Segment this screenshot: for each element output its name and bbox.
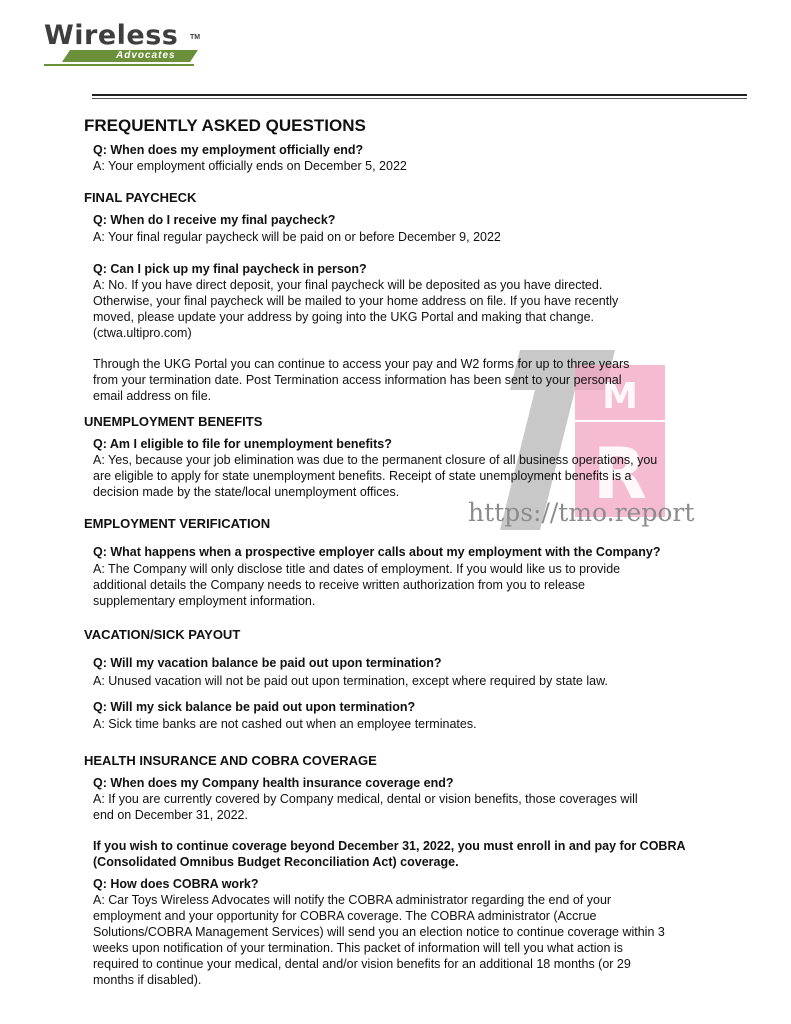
answer-final-paycheck-date: A: Your final regular paycheck will be paid on or before December 9, 2022 — [93, 230, 501, 244]
note-line: from your termination date. Post Termination access information has been sent to your personal — [93, 373, 622, 387]
answer-line: end on December 31, 2022. — [93, 808, 248, 822]
answer-line: months if disabled). — [93, 973, 202, 987]
section-heading-vacation: VACATION/SICK PAYOUT — [84, 627, 241, 642]
answer-unemployment-eligibility — [93, 452, 743, 500]
note-line: email address on file. — [93, 389, 212, 403]
answer-sick-balance: A: Sick time banks are not cashed out when an employee terminates. — [93, 717, 477, 731]
logo-subtitle: Advocates — [116, 50, 176, 61]
answer-line: Solutions/COBRA Management Services) will send you an election notice to continue coverage within 3 — [93, 925, 665, 939]
answer-line: (ctwa.ultipro.com) — [93, 326, 192, 340]
logo-trademark: TM — [190, 34, 201, 41]
page-title: FREQUENTLY ASKED QUESTIONS — [84, 116, 366, 135]
answer-line: employment and your opportunity for COBRA coverage. The COBRA administrator (Accrue — [93, 909, 597, 923]
header-rule — [92, 94, 747, 96]
question-coverage-end: Q: When does my Company health insurance coverage end? — [93, 776, 454, 790]
answer-line: decision made by the state/local unemployment offices. — [93, 485, 400, 499]
answer-line: are eligible to apply for state unemployment benefits. Receipt of state unemployment benefits is a — [93, 469, 632, 483]
answer-line: A: No. If you have direct deposit, your final paycheck will be deposited as you have directed. — [93, 278, 603, 292]
note-line: Through the UKG Portal you can continue to access your pay and W2 forms for up to three years — [93, 357, 630, 371]
answer-vacation-balance: A: Unused vacation will not be paid out upon termination, except where required by state law. — [93, 674, 608, 688]
watermark-letter-m: M — [602, 376, 638, 417]
question-cobra-how: Q: How does COBRA work? — [93, 877, 259, 891]
section-heading-final-paycheck: FINAL PAYCHECK — [84, 190, 197, 205]
answer-line: supplementary employment information. — [93, 594, 316, 608]
answer-line: A: The Company will only disclose title and dates of employment. If you would like us to provide — [93, 562, 621, 576]
notice-line: If you wish to continue coverage beyond December 31, 2022, you must enroll in and pay for COBRA — [93, 839, 686, 853]
section-heading-verification: EMPLOYMENT VERIFICATION — [84, 516, 271, 531]
notice-line: (Consolidated Omnibus Budget Reconciliation Act) coverage. — [93, 855, 459, 869]
answer-pickup-paycheck — [93, 277, 743, 341]
answer-line: A: Car Toys Wireless Advocates will notify the COBRA administrator regarding the end of your — [93, 893, 612, 907]
answer-line: weeks upon notification of your termination. This packet of information will tell you what action is — [93, 941, 623, 955]
watermark-url: https://tmo.report — [468, 498, 695, 527]
watermark-letter-r: R — [593, 433, 647, 515]
question-final-paycheck-date: Q: When do I receive my final paycheck? — [93, 213, 336, 227]
answer-line: additional details the Company needs to receive written authorization from you to release — [93, 578, 585, 592]
answer-line: A: If you are currently covered by Company medical, dental or vision benefits, those coverages will — [93, 792, 638, 806]
logo-wordmark: Wireless — [44, 20, 179, 51]
section-heading-health: HEALTH INSURANCE AND COBRA COVERAGE — [84, 753, 377, 768]
answer-line: required to continue your medical, dental and/or vision benefits for an additional 18 months (or 29 — [93, 957, 631, 971]
answer-employer-calls — [93, 561, 743, 609]
header-rule-thin — [92, 98, 747, 99]
answer-line: Otherwise, your final paycheck will be mailed to your home address on file. If you have recently — [93, 294, 619, 308]
cobra-enrollment-notice — [93, 838, 733, 870]
question-pickup-paycheck: Q: Can I pick up my final paycheck in person? — [93, 262, 367, 276]
answer-coverage-end — [93, 791, 743, 823]
question-vacation-balance: Q: Will my vacation balance be paid out upon termination? — [93, 656, 442, 670]
answer-employment-end: A: Your employment officially ends on December 5, 2022 — [93, 159, 407, 173]
company-logo — [40, 20, 200, 70]
question-sick-balance: Q: Will my sick balance be paid out upon termination? — [93, 700, 416, 714]
answer-line: A: Yes, because your job elimination was due to the permanent closure of all business operations, you — [93, 453, 658, 467]
answer-line: moved, please update your address by going into the UKG Portal and making that change. — [93, 310, 595, 324]
question-employment-end: Q: When does my employment officially end? — [93, 143, 364, 157]
ukg-portal-note — [93, 356, 743, 404]
answer-cobra-how — [93, 892, 743, 988]
section-heading-unemployment: UNEMPLOYMENT BENEFITS — [84, 414, 263, 429]
question-employer-calls: Q: What happens when a prospective employer calls about my employment with the Company? — [93, 545, 661, 559]
question-unemployment-eligibility: Q: Am I eligible to file for unemployment benefits? — [93, 437, 392, 451]
